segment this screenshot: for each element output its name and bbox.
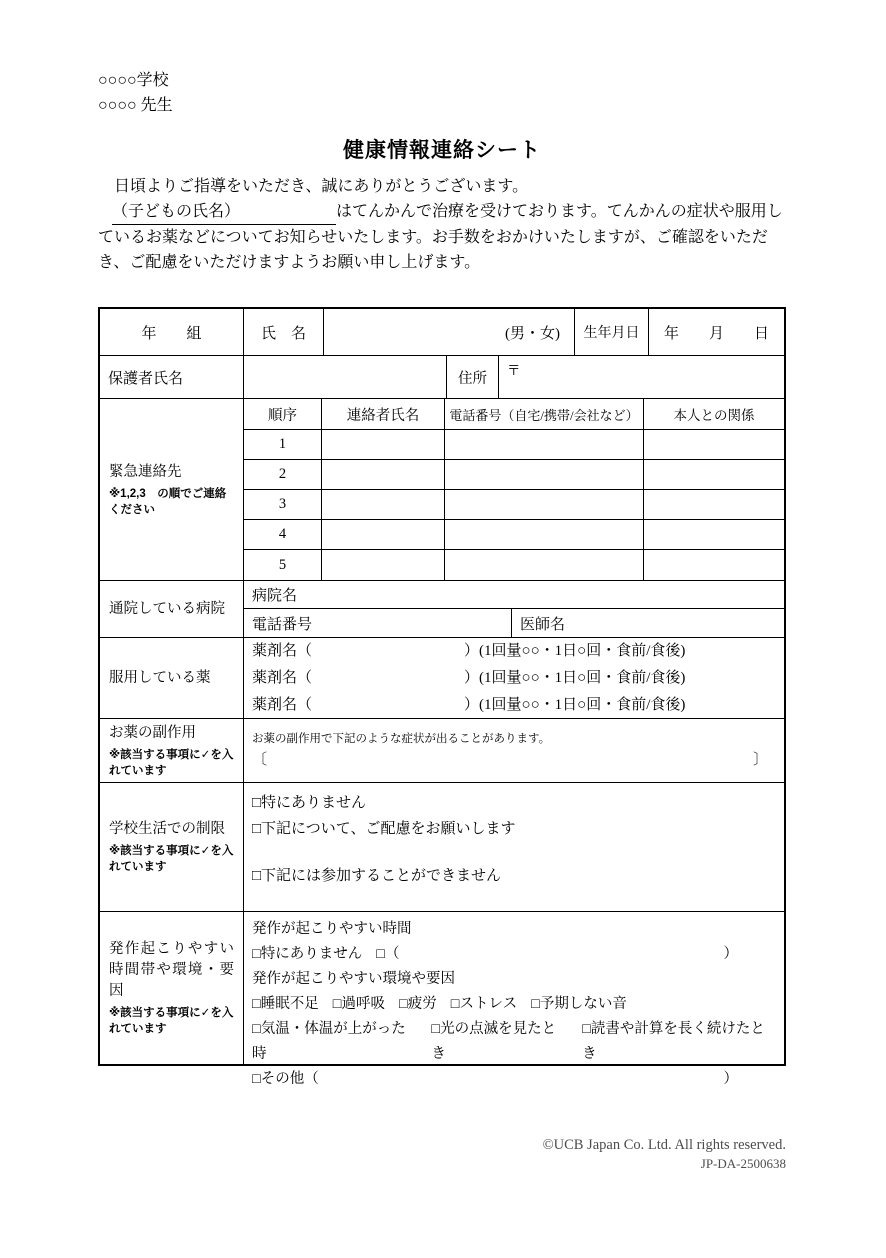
col-header-order: 順序 xyxy=(244,399,322,429)
side-effects-answer-field[interactable] xyxy=(252,748,776,772)
school-life-label: 学校生活での制限 xyxy=(109,821,225,837)
seizure-env-heading: 発作が起こりやすい環境や要因 xyxy=(252,971,455,987)
intro-greeting: 日頃よりご指導をいただき、誠にありがとうございます。 xyxy=(114,178,529,195)
school-life-options xyxy=(244,783,784,911)
doctor-name-label: 医師名 xyxy=(520,616,566,633)
emergency-contact-row-3 xyxy=(244,490,784,520)
checkbox-option-none[interactable]: □特にありません xyxy=(252,795,367,811)
guardian-name-field[interactable] xyxy=(244,356,447,398)
doctor-name-field[interactable] xyxy=(512,609,784,637)
intro-paragraph xyxy=(98,199,786,275)
medication-entry-2[interactable] xyxy=(252,665,776,692)
seizure-label: 発作起こりやすい時間帯や環境・要因 xyxy=(109,941,234,999)
footer xyxy=(543,1136,786,1172)
checkbox-long-reading-calculation[interactable]: □読書や計算を長く続けたとき xyxy=(582,1021,765,1062)
checkbox-other-open[interactable]: □その他（ xyxy=(252,1071,319,1087)
seizure-env-options-row-2 xyxy=(252,1017,776,1067)
seizure-note: ※該当する事項に✓を入れています xyxy=(109,1007,234,1035)
hospital-subtable xyxy=(244,581,784,637)
address-field[interactable] xyxy=(499,356,784,398)
health-form-table xyxy=(98,307,786,1087)
school-life-section xyxy=(100,783,784,912)
hospital-phone-label: 電話番号 xyxy=(252,616,313,633)
order-number: 5 xyxy=(244,550,322,580)
contact-phone-field[interactable] xyxy=(445,430,644,459)
emergency-note: ※1,2,3 の順でご連絡ください xyxy=(109,487,227,516)
contact-relation-field[interactable] xyxy=(644,460,784,489)
medication-entry-1[interactable] xyxy=(252,638,776,665)
seizure-time-heading: 発作が起こりやすい時間 xyxy=(252,921,412,937)
birthdate-field[interactable] xyxy=(649,309,784,355)
guardian-label-cell xyxy=(100,356,244,398)
grade-class-label: 年 組 xyxy=(141,325,202,342)
bracket-close: 〕 xyxy=(752,751,768,768)
contact-phone-field[interactable] xyxy=(445,490,644,519)
seizure-body xyxy=(244,912,784,1087)
seizure-label-cell xyxy=(100,912,244,1064)
medication-label-cell xyxy=(100,638,244,718)
order-number: 4 xyxy=(244,520,322,549)
guardian-label: 保護者氏名 xyxy=(108,370,184,387)
contact-name-field[interactable] xyxy=(322,520,445,549)
contact-name-field[interactable] xyxy=(322,550,445,580)
order-number: 3 xyxy=(244,490,322,519)
hospital-label: 通院している病院 xyxy=(109,600,225,617)
contact-name-field[interactable] xyxy=(322,460,445,489)
contact-relation-field[interactable] xyxy=(644,520,784,549)
checkbox-flashing-light[interactable]: □光の点滅を見たとき xyxy=(431,1021,557,1062)
address-label-cell xyxy=(447,356,499,398)
contact-name-field[interactable] xyxy=(322,430,445,459)
hospital-name-row xyxy=(244,581,784,609)
side-effects-label-cell xyxy=(100,719,244,782)
hospital-name-field[interactable] xyxy=(244,581,784,608)
emergency-contact-row-1 xyxy=(244,430,784,460)
side-effects-note: ※該当する事項に✓を入れています xyxy=(109,748,234,777)
bracket-open: 〔 xyxy=(252,751,268,768)
seizure-time-options-row xyxy=(252,942,776,967)
postal-mark: 〒 xyxy=(507,363,521,378)
medication-entries xyxy=(244,638,784,718)
addressee-block xyxy=(98,0,786,118)
birthdate-label: 生年月日 xyxy=(583,326,640,341)
side-effects-label: お薬の副作用 xyxy=(109,724,196,741)
emergency-contact-row-2 xyxy=(244,460,784,490)
drug-name-prefix: 薬剤名（ xyxy=(252,669,313,686)
seizure-env-options-row-1 xyxy=(252,992,776,1017)
document-code: JP-DA-2500638 xyxy=(700,1156,786,1171)
child-name-blank-field[interactable]: （子どもの氏名） xyxy=(112,199,336,225)
medication-label: 服用している薬 xyxy=(109,669,211,686)
contact-relation-field[interactable] xyxy=(644,550,784,580)
copyright-text: ©UCB Japan Co. Ltd. All rights reserved. xyxy=(542,1137,786,1153)
checkbox-unexpected-sound[interactable]: □予期しない音 xyxy=(531,996,627,1012)
side-effects-description: お薬の副作用で下記のような症状が出ることがあります。 xyxy=(252,732,551,745)
emergency-section xyxy=(100,399,784,581)
checkbox-stress[interactable]: □ストレス xyxy=(450,996,518,1012)
emergency-contact-row-4 xyxy=(244,520,784,550)
address-label: 住所 xyxy=(458,370,487,387)
contact-relation-field[interactable] xyxy=(644,490,784,519)
checkbox-hyperventilation[interactable]: □過呼吸 xyxy=(332,996,386,1012)
checkbox-option-consideration[interactable]: □下記について、ご配慮をお願いします xyxy=(252,821,516,837)
checkbox-temperature-rise[interactable]: □気温・体温が上がった時 xyxy=(252,1021,406,1062)
dose-format: ）(1回量○○・1日○回・食前/食後) xyxy=(464,669,686,686)
emergency-header-row xyxy=(244,399,784,430)
drug-name-prefix: 薬剤名（ xyxy=(252,696,313,713)
intro-body-text: はてんかんで治療を受けております。てんかんの症状や服用しているお薬などについてお知らせいたします。お手数をおかけいたしますが、ご確認をいただき、ご配慮をいただけますようお願い申し上げます。 xyxy=(98,203,783,271)
hospital-phone-field[interactable] xyxy=(244,609,512,637)
school-name-line: ○○○○学校 xyxy=(98,72,169,89)
seizure-other-row xyxy=(252,1067,776,1092)
contact-phone-field[interactable] xyxy=(445,520,644,549)
hospital-section xyxy=(100,581,784,638)
emergency-contact-row-5 xyxy=(244,550,784,580)
dose-format: ）(1回量○○・1日○回・食前/食後) xyxy=(464,642,686,659)
medication-entry-3[interactable] xyxy=(252,692,776,719)
dose-format: ）(1回量○○・1日○回・食前/食後) xyxy=(464,696,686,713)
page-title: 健康情報連絡シート xyxy=(343,138,541,162)
student-row xyxy=(100,309,784,356)
col-header-relation: 本人との関係 xyxy=(673,408,755,423)
time-other-close-paren: ） xyxy=(723,946,738,962)
name-label: 氏 名 xyxy=(260,325,306,342)
contact-phone-field[interactable] xyxy=(445,460,644,489)
col-header-contact-name: 連絡者氏名 xyxy=(322,399,445,429)
teacher-name-line: ○○○○ 先生 xyxy=(98,97,173,114)
emergency-label: 緊急連絡先 xyxy=(109,463,182,480)
col-header-phone: 電話番号（自宅/携帯/会社など） xyxy=(445,399,644,429)
checkbox-time-other-open[interactable]: □（ xyxy=(376,946,400,962)
school-life-label-cell xyxy=(100,783,244,911)
emergency-subtable xyxy=(244,399,784,580)
contact-phone-field[interactable] xyxy=(445,550,644,580)
checkbox-fatigue[interactable]: □疲労 xyxy=(399,996,437,1012)
hospital-label-cell xyxy=(100,581,244,637)
checkbox-option-cannot-join[interactable]: □下記には参加することができません xyxy=(252,868,502,884)
hospital-phone-row xyxy=(244,609,784,637)
contact-name-field[interactable] xyxy=(322,490,445,519)
guardian-row xyxy=(100,356,784,399)
seizure-section xyxy=(100,912,784,1087)
school-life-note: ※該当する事項に✓を入れています xyxy=(109,845,234,873)
grade-class-field[interactable] xyxy=(100,309,244,355)
sex-choice[interactable]: (男・女) xyxy=(505,325,560,342)
page-content xyxy=(98,0,786,1087)
name-label-cell xyxy=(244,309,324,355)
order-number: 1 xyxy=(244,430,322,459)
side-effects-body xyxy=(244,719,784,782)
checkbox-time-none[interactable]: □特にありません xyxy=(252,946,363,962)
other-close-paren: ） xyxy=(723,1071,738,1087)
drug-name-prefix: 薬剤名（ xyxy=(252,642,313,659)
birthdate-label-cell xyxy=(575,309,649,355)
contact-relation-field[interactable] xyxy=(644,430,784,459)
birthdate-format: 年 月 日 xyxy=(663,325,769,342)
emergency-label-cell xyxy=(100,399,244,580)
checkbox-sleep-deprivation[interactable]: □睡眠不足 xyxy=(252,996,319,1012)
hospital-name-label: 病院名 xyxy=(252,588,298,604)
medication-section xyxy=(100,638,784,719)
side-effects-section xyxy=(100,719,784,783)
student-name-field[interactable] xyxy=(324,309,575,355)
order-number: 2 xyxy=(244,460,322,489)
